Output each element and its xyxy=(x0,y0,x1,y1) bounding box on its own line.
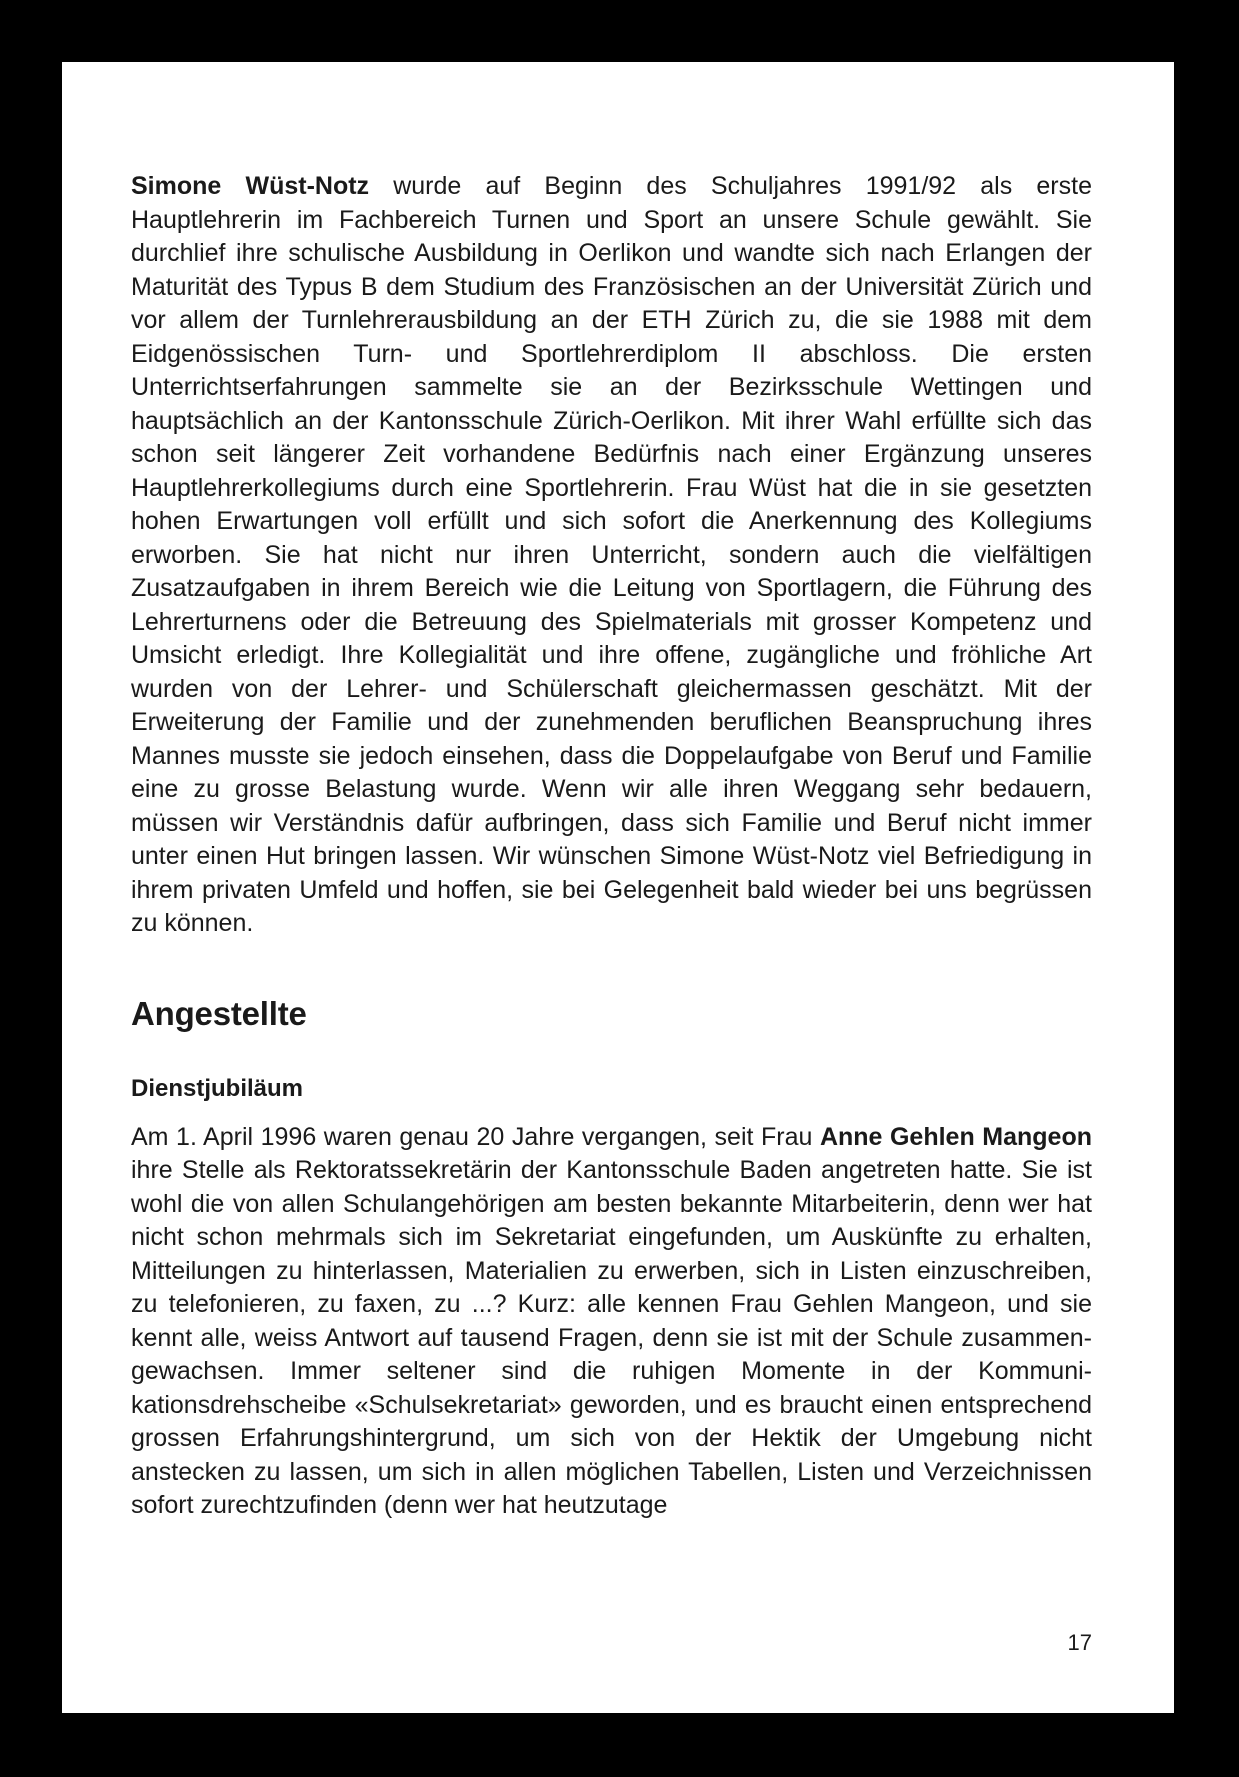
person-name-wuest-notz: Simone Wüst-Notz xyxy=(131,172,370,200)
person-name-gehlen-mangeon: Anne Gehlen Mangeon xyxy=(819,1122,1092,1151)
paragraph-gehlen-mangeon xyxy=(131,1121,1092,1523)
page-content xyxy=(131,170,1092,1523)
paragraph-text: wurde auf Beginn des Schuljahres 1991/92 als erste Hauptlehrerin im Fachbereich Turnen und Sport an unsere Schule gewählt. Sie durchlief ihre schulische Ausbildung in Oerlikon und wandte sich nach Erlangen der Maturität des Typus B dem Studium des Französischen an der Universität Zürich und vor allem der Turnlehrerausbildung an der ETH Zürich zu, die sie 1988 mit dem Eidgenössischen Turn- und Sportlehrerdiplom II abschloss. Die ersten Unterrichtserfahrungen sammelte sie an der Bezirksschule Wettingen und hauptsächlich an der Kantonsschule Zürich-Oerlikon. Mit ihrer Wahl erfüllte sich das schon seit längerer Zeit vorhandene Bedürfnis nach einer Ergänzung unseres Hauptlehrerkollegiums durch eine Sportlehrerin. Frau Wüst hat die in sie gesetzten hohen Erwartungen voll erfüllt und sich sofort die Anerkennung des Kollegiums erworben. Sie hat nicht nur ihren Unterricht, sondern auch die vielfältigen Zusatzaufgaben in ihrem Bereich wie die Leitung von Sportlagern, die Führung des Lehrerturnens oder die Betreuung des Spielmaterials mit grosser Kompetenz und Umsicht erledigt. Ihre Kollegialität und ihre offene, zugängliche und fröhliche Art wurden von der Lehrer- und Schülerschaft gleichermassen geschätzt. Mit der Erweiterung der Familie und der zunehmenden beruflichen Beanspruchung ihres Mannes musste sie jedoch einsehen, dass die Doppelaufgabe von Beruf und Familie eine zu grosse Belastung wurde. Wenn wir alle ihren Weggang sehr bedauern, müssen wir Verständnis dafür aufbringen, dass sich Familie und Beruf nicht immer unter einen Hut bringen lassen. Wir wünschen Simone Wüst-Notz viel Befriedigung in ihrem privaten Umfeld und hoffen, sie bei Gelegenheit bald wieder bei uns begrüssen zu können. xyxy=(131,172,1092,937)
paragraph-text: ihre Stelle als Rektoratssekretärin der Kantonsschule Baden angetreten hatte. Sie ist wohl die von allen Schulangehörigen am besten bekannte Mitarbeiterin, denn wer hat nicht schon mehrmals sich im Sekretariat eingefunden, um Auskünfte zu erhalten, Mitteilungen zu hinterlassen, Materialien zu erwerben, sich in Listen einzuschreiben, zu telefonieren, zu faxen, zu ...? Kurz: alle kennen Frau Gehlen Mangeon, und sie kennt alle, weiss Antwort auf tausend Fragen, denn sie ist mit der Schule zusammengewachsen. Immer seltener sind die ruhigen Momente in der Kommunikationsdrehscheibe «Schulsekretariat» geworden, und es braucht einen entsprechend grossen Erfahrungshintergrund, um sich von der Hektik der Umgebung nicht anstecken zu lassen, um sich in allen möglichen Tabellen, Listen und Verzeichnissen sofort zurechtzufinden (denn wer hat heutzutage xyxy=(131,1156,1092,1519)
document-page xyxy=(62,62,1174,1713)
paragraph-text-intro: Am 1. April 1996 waren genau 20 Jahre vergangen, seit Frau xyxy=(131,1122,820,1151)
page-number: 17 xyxy=(1067,1630,1092,1655)
section-heading: Angestellte xyxy=(131,994,307,1032)
paragraph-wuest-notz xyxy=(131,170,1092,941)
subsection-heading: Dienstjubiläum xyxy=(131,1074,304,1102)
